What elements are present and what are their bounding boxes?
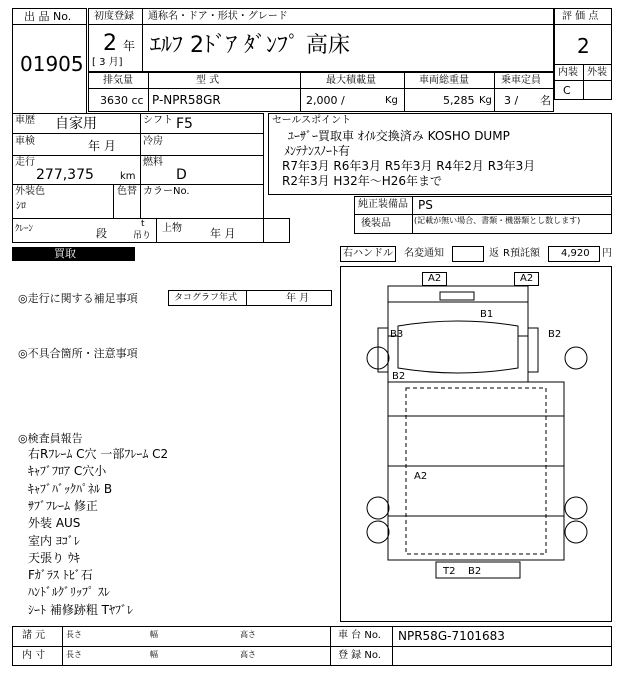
overall-grade: 2	[577, 34, 590, 58]
max-load-unit: Kg	[385, 95, 398, 106]
damage-mark: B3	[390, 329, 404, 340]
color-change-label: 色替	[117, 186, 137, 197]
length-label-2: 長さ	[66, 650, 82, 659]
shift-value: F5	[176, 116, 193, 132]
interior-label: 内装	[558, 67, 578, 78]
travel-notes-title: ◎走行に関する補足事項	[18, 292, 138, 305]
sales-label: セールスポイント	[272, 115, 352, 126]
tax-label: 返	[489, 248, 499, 259]
mileage-unit: km	[120, 171, 136, 182]
chassis-label: 車 台 No.	[338, 630, 381, 641]
report-line: 室内 ﾖｺﾞﾚ	[28, 533, 80, 548]
history-value: 自家用	[55, 116, 97, 132]
mileage-value: 277,375	[36, 167, 94, 183]
type-label: 型 式	[196, 75, 220, 86]
hoist-date: 年 月	[210, 227, 236, 240]
exterior-color: ｼﾛ	[16, 201, 26, 212]
color-no-label: カラーNo.	[143, 186, 190, 197]
aftermarket-label: 後装品	[361, 218, 391, 229]
interior-dims-label: 内 寸	[22, 650, 46, 661]
buy-label: 買取	[54, 247, 76, 260]
recycle-label: R預託額	[503, 248, 540, 259]
damage-mark: B1	[480, 309, 494, 320]
report-line: ｻﾌﾞﾌﾚｰﾑ 修正	[28, 498, 98, 513]
capacity-unit: 名	[540, 94, 551, 107]
name-change-box	[452, 246, 484, 262]
height-label-1: 高さ	[240, 630, 256, 639]
report-line: ﾊﾝﾄﾞﾙｸﾞﾘｯﾌﾟ ｽﾚ	[28, 585, 110, 600]
genuine-label: 純正装備品	[358, 199, 408, 210]
aftermarket-note: (記載が無い場合、書類・機器類とし数します)	[414, 216, 581, 225]
sales-point-line: R2年3月 H32年～H26年まで	[282, 174, 443, 188]
width-label-1: 幅	[150, 630, 158, 639]
inspection-label: 車検	[15, 136, 35, 147]
width-label-2: 幅	[150, 650, 158, 659]
exterior-color-label: 外装色	[15, 186, 45, 197]
lot-number: 01905	[20, 52, 84, 76]
gross-weight-unit: Kg	[479, 95, 492, 106]
displacement: 3630 cc	[100, 94, 144, 107]
damage-mark: A2	[422, 272, 447, 286]
exterior-label: 外装	[587, 67, 607, 78]
rhd-label: 右ハンドル	[343, 248, 393, 259]
model-label: 通称名・ドア・形状・グレード	[148, 11, 288, 22]
report-line: Fｶﾞﾗｽ ﾄﾋﾞ石	[28, 568, 93, 583]
model-type: P-NPR58GR	[152, 93, 221, 107]
defects-title: ◎不具合箇所・注意事項	[18, 347, 138, 360]
report-line: ｼｰﾄ 補修跡粗 Tﾔﾌﾞﾚ	[28, 602, 133, 617]
inspection-value: 年 月	[88, 139, 116, 153]
name-change-label: 名変通知	[404, 248, 444, 259]
capacity-label: 乗車定員	[501, 75, 541, 86]
inspector-title: ◎検査員報告	[18, 432, 83, 445]
max-load-label: 最大積載量	[326, 75, 376, 86]
tacho-date: 年 月	[286, 293, 310, 304]
displacement-label: 排気量	[103, 75, 133, 86]
crane-label: ｸﾚｰﾝ	[15, 224, 34, 234]
sales-point-line: ﾕｰｻﾞｰ買取車 ｵｲﾙ交換済み KOSHO DUMP	[288, 129, 510, 143]
recycle-value: 4,920	[561, 248, 590, 259]
ac-label: 冷房	[143, 136, 163, 147]
damage-mark: A2	[514, 272, 539, 286]
sales-point-line: R7年3月 R6年3月 R5年3月 R4年2月 R3年3月	[282, 159, 536, 173]
crane-t: t	[141, 219, 145, 229]
tacho-label: タコグラフ年式	[174, 293, 238, 303]
dims-label: 諸 元	[22, 630, 46, 641]
chassis-number: NPR58G-7101683	[398, 629, 505, 643]
recycle-unit: 円	[602, 248, 612, 259]
crane-hang: 吊り	[133, 231, 152, 241]
max-load: 2,000 /	[306, 94, 345, 107]
crane-stage: 段	[96, 227, 107, 240]
gross-weight-label: 車両総重量	[419, 75, 469, 86]
report-line: 右Rﾌﾚｰﾑ C穴 一部ﾌﾚｰﾑ C2	[28, 447, 169, 461]
first-reg-label: 初度登録	[94, 11, 134, 22]
damage-mark: B2	[392, 371, 406, 382]
genuine-value: PS	[418, 198, 433, 212]
fuel-label: 燃料	[143, 157, 163, 168]
year-unit: 年	[123, 39, 136, 53]
fuel-value: D	[176, 167, 187, 183]
mileage-label: 走行	[15, 157, 35, 168]
registration-label: 登 録 No.	[338, 650, 381, 661]
history-label: 車歴	[15, 115, 35, 126]
gross-weight: 5,285	[443, 94, 475, 107]
interior-grade: C	[563, 84, 571, 97]
report-line: ｷｬﾌﾞﾌﾛｱ C穴小	[28, 464, 107, 479]
first-reg-month: [ 3 月]	[92, 57, 123, 68]
height-label-2: 高さ	[240, 650, 256, 659]
damage-mark: B2	[548, 329, 562, 340]
damage-mark: T2	[443, 566, 456, 577]
sales-point-line: ﾒﾝﾃﾅﾝｽﾉｰﾄ有	[284, 144, 351, 158]
capacity: 3 /	[504, 94, 519, 107]
hoist-label: 上物	[162, 223, 182, 234]
grade-label: 評 価 点	[562, 11, 599, 22]
first-reg-year: 2	[103, 31, 117, 56]
report-line: 天張り ｳｷ	[28, 550, 80, 565]
damage-mark: B2	[468, 566, 482, 577]
model-name: ｴﾙﾌ 2ﾄﾞｱ ﾀﾞﾝﾌﾟ 高床	[150, 33, 350, 58]
shift-label: シフト	[143, 115, 173, 126]
report-line: 外装 AUS	[28, 516, 81, 531]
report-line: ｷｬﾌﾞﾊﾞｯｸﾊﾟﾈﾙ B	[28, 481, 113, 496]
damage-mark: A2	[414, 471, 428, 482]
lot-label: 出 品 No.	[24, 10, 72, 23]
length-label-1: 長さ	[66, 630, 82, 639]
